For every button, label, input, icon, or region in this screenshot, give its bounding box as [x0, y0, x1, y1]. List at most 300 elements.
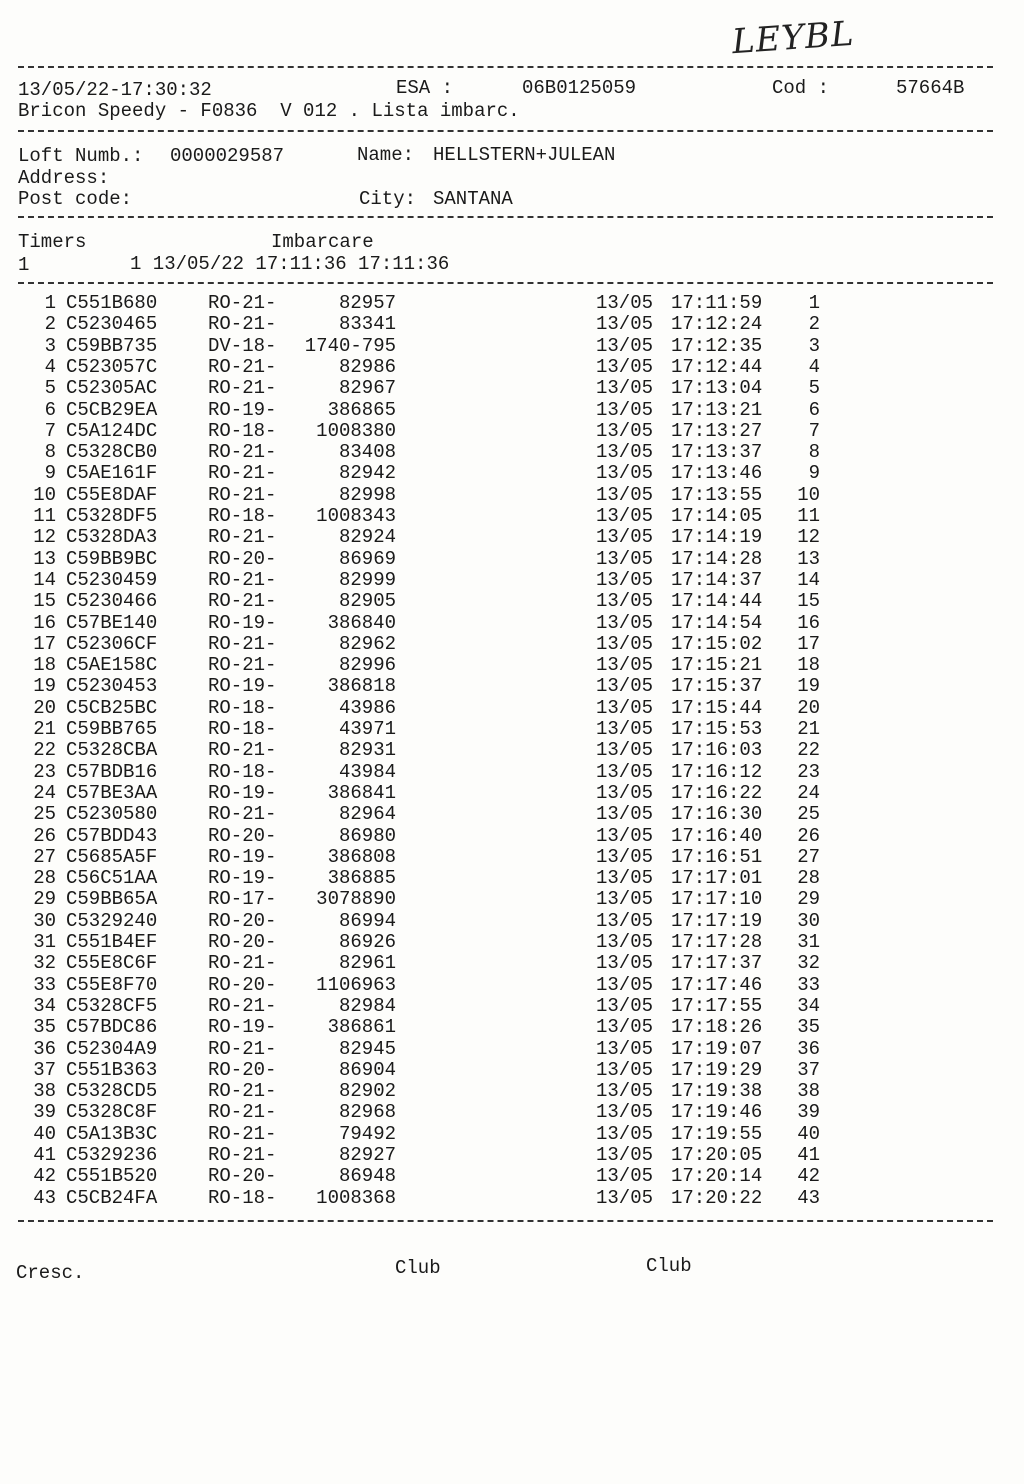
entry-index: 12 [33, 526, 56, 549]
entry-chip-id: C57BDD43 [66, 824, 158, 847]
esa-value: 06B0125059 [522, 77, 637, 99]
entry-chip-id: C5230465 [66, 313, 158, 336]
entry-row [0, 868, 1024, 889]
entry-row [0, 485, 1024, 506]
entry-ring-prefix: RO-19- [208, 675, 277, 698]
entry-time: 17:19:46 [671, 1101, 763, 1124]
name-value: HELLSTERN+JULEAN [433, 144, 616, 166]
entry-row [0, 698, 1024, 719]
entry-row [0, 953, 1024, 974]
entry-row [0, 527, 1024, 548]
entry-chip-id: C551B680 [66, 292, 158, 314]
entry-row [0, 293, 1024, 314]
entry-chip-id: C523057C [66, 355, 158, 378]
entry-ring-prefix: RO-21- [208, 377, 277, 400]
entry-date: 13/05 [596, 1165, 654, 1188]
entry-chip-id: C551B4EF [66, 931, 158, 953]
entry-date: 13/05 [596, 909, 654, 932]
entry-row [0, 1188, 1024, 1209]
club-label-2: Club [646, 1255, 692, 1277]
entry-index: 36 [33, 1037, 56, 1060]
entry-position: 15 [797, 590, 820, 613]
entry-chip-id: C55E8DAF [66, 483, 158, 506]
entry-ring-prefix: RO-21- [208, 355, 277, 378]
entry-index: 29 [33, 888, 56, 911]
entry-position: 4 [808, 355, 820, 378]
entry-ring-prefix: RO-20- [208, 931, 277, 953]
entry-ring-prefix: RO-21- [208, 590, 277, 613]
entry-date: 13/05 [596, 1058, 654, 1081]
entry-time: 17:13:21 [671, 398, 763, 421]
entry-date: 13/05 [596, 292, 654, 314]
entry-date: 13/05 [596, 334, 654, 357]
entry-ring-prefix: RO-20- [208, 909, 277, 932]
entry-row [0, 613, 1024, 634]
entry-index: 28 [33, 867, 56, 890]
entry-position: 21 [797, 718, 820, 740]
entry-ring-prefix: RO-18- [208, 1186, 277, 1209]
entry-chip-id: C5328CF5 [66, 994, 158, 1017]
entry-date: 13/05 [596, 1101, 654, 1124]
entry-row [0, 783, 1024, 804]
entry-index: 31 [33, 931, 56, 953]
entry-position: 37 [797, 1058, 820, 1081]
imbarcare-label: Imbarcare [271, 231, 374, 253]
entry-chip-id: C5685A5F [66, 845, 158, 868]
entry-chip-id: C5AE161F [66, 462, 158, 485]
entry-date: 13/05 [596, 994, 654, 1017]
entry-ring-number: 1008343 [316, 505, 396, 527]
entry-index: 42 [33, 1165, 56, 1188]
entry-row [0, 591, 1024, 612]
entry-row [0, 889, 1024, 910]
entry-time: 17:17:01 [671, 867, 763, 890]
entry-ring-prefix: RO-21- [208, 803, 277, 826]
cod-label: Cod : [772, 77, 830, 99]
entry-date: 13/05 [596, 867, 654, 890]
entry-index: 5 [44, 377, 56, 400]
entry-ring-prefix: RO-21- [208, 292, 277, 314]
entry-chip-id: C59BB9BC [66, 547, 158, 570]
entry-position: 7 [808, 419, 820, 442]
entry-time: 17:16:30 [671, 803, 763, 826]
entry-date: 13/05 [596, 547, 654, 570]
entry-row [0, 442, 1024, 463]
entry-ring-prefix: RO-21- [208, 568, 277, 591]
entry-time: 17:20:22 [671, 1186, 763, 1209]
entry-chip-id: C5230580 [66, 803, 158, 826]
entry-ring-number: 82927 [338, 1144, 396, 1166]
entry-ring-prefix: RO-21- [208, 483, 277, 506]
entry-ring-number: 86980 [338, 824, 396, 847]
entry-time: 17:17:28 [671, 931, 763, 953]
entry-ring-number: 1008380 [316, 419, 396, 442]
entry-chip-id: C55E8C6F [66, 952, 158, 975]
entry-chip-id: C5328CBA [66, 739, 158, 762]
entry-chip-id: C5329236 [66, 1144, 158, 1166]
entry-ring-prefix: RO-21- [208, 1122, 277, 1145]
entry-position: 22 [797, 739, 820, 762]
entry-index: 20 [33, 696, 56, 719]
entry-ring-number: 386841 [327, 781, 396, 804]
entry-position: 26 [797, 824, 820, 847]
entry-index: 8 [44, 441, 56, 464]
entry-date: 13/05 [596, 611, 654, 634]
entry-index: 1 [44, 292, 56, 314]
entry-chip-id: C5328C8F [66, 1101, 158, 1124]
entry-index: 4 [44, 355, 56, 378]
entry-row [0, 1145, 1024, 1166]
entry-ring-prefix: RO-17- [208, 888, 277, 911]
cod-value: 57664B [896, 77, 965, 99]
entry-ring-number: 82931 [338, 739, 396, 762]
entry-index: 35 [33, 1016, 56, 1039]
entry-index: 41 [33, 1144, 56, 1166]
entry-time: 17:14:44 [671, 590, 763, 613]
entry-index: 7 [44, 419, 56, 442]
entry-index: 39 [33, 1101, 56, 1124]
entry-chip-id: C59BB765 [66, 718, 158, 740]
entry-time: 17:13:55 [671, 483, 763, 506]
entry-index: 25 [33, 803, 56, 826]
entry-chip-id: C5329240 [66, 909, 158, 932]
entry-index: 24 [33, 781, 56, 804]
entry-ring-prefix: RO-21- [208, 1101, 277, 1124]
entry-row [0, 336, 1024, 357]
entry-ring-number: 386861 [327, 1016, 396, 1039]
entry-index: 19 [33, 675, 56, 698]
entry-row [0, 400, 1024, 421]
entry-time: 17:11:59 [671, 292, 763, 314]
entry-position: 43 [797, 1186, 820, 1209]
entry-time: 17:14:28 [671, 547, 763, 570]
entry-chip-id: C52304A9 [66, 1037, 158, 1060]
entry-chip-id: C5CB25BC [66, 696, 158, 719]
entry-position: 14 [797, 568, 820, 591]
entry-ring-prefix: RO-18- [208, 696, 277, 719]
entry-time: 17:20:05 [671, 1144, 763, 1166]
entry-ring-prefix: RO-21- [208, 441, 277, 464]
timer-value: 1 13/05/22 17:11:36 17:11:36 [130, 253, 450, 275]
entry-ring-number: 386840 [327, 611, 396, 634]
entry-position: 10 [797, 483, 820, 506]
entry-ring-number: 86948 [338, 1165, 396, 1188]
entry-index: 11 [33, 505, 56, 527]
entry-ring-prefix: RO-21- [208, 994, 277, 1017]
entry-time: 17:17:37 [671, 952, 763, 975]
entry-time: 17:19:29 [671, 1058, 763, 1081]
entry-date: 13/05 [596, 824, 654, 847]
entry-chip-id: C5AE158C [66, 654, 158, 677]
entry-index: 13 [33, 547, 56, 570]
entry-date: 13/05 [596, 398, 654, 421]
entry-time: 17:16:51 [671, 845, 763, 868]
entry-ring-number: 82967 [338, 377, 396, 400]
entry-chip-id: C5A124DC [66, 419, 158, 442]
entry-date: 13/05 [596, 483, 654, 506]
entry-time: 17:19:07 [671, 1037, 763, 1060]
entry-chip-id: C52305AC [66, 377, 158, 400]
entry-date: 13/05 [596, 931, 654, 953]
entry-chip-id: C59BB65A [66, 888, 158, 911]
entry-time: 17:12:35 [671, 334, 763, 357]
loft-number-label: Loft Numb.: [18, 145, 144, 167]
entry-time: 17:19:55 [671, 1122, 763, 1145]
entry-ring-number: 3078890 [316, 888, 396, 911]
entry-position: 30 [797, 909, 820, 932]
entry-date: 13/05 [596, 505, 654, 527]
city-label: City: [359, 188, 417, 210]
entry-chip-id: C5CB24FA [66, 1186, 158, 1209]
entry-chip-id: C57BE140 [66, 611, 158, 634]
entry-date: 13/05 [596, 952, 654, 975]
divider [18, 216, 993, 218]
entry-position: 39 [797, 1101, 820, 1124]
entry-date: 13/05 [596, 313, 654, 336]
entry-time: 17:15:02 [671, 632, 763, 655]
entry-ring-prefix: RO-20- [208, 547, 277, 570]
entry-index: 16 [33, 611, 56, 634]
entry-ring-number: 82964 [338, 803, 396, 826]
entry-date: 13/05 [596, 526, 654, 549]
entry-chip-id: C55E8F70 [66, 973, 158, 996]
entry-row [0, 549, 1024, 570]
entry-index: 18 [33, 654, 56, 677]
entry-date: 13/05 [596, 739, 654, 762]
entry-date: 13/05 [596, 654, 654, 677]
entry-ring-prefix: RO-20- [208, 973, 277, 996]
entry-date: 13/05 [596, 760, 654, 783]
entry-ring-prefix: RO-21- [208, 1080, 277, 1103]
entry-index: 3 [44, 334, 56, 357]
entry-time: 17:16:22 [671, 781, 763, 804]
entry-row [0, 463, 1024, 484]
entry-position: 2 [808, 313, 820, 336]
entry-row [0, 826, 1024, 847]
entry-date: 13/05 [596, 718, 654, 740]
entry-position: 34 [797, 994, 820, 1017]
entry-index: 21 [33, 718, 56, 740]
entry-index: 17 [33, 632, 56, 655]
entry-chip-id: C5328CD5 [66, 1080, 158, 1103]
entry-position: 40 [797, 1122, 820, 1145]
entry-date: 13/05 [596, 1037, 654, 1060]
entry-time: 17:17:55 [671, 994, 763, 1017]
entry-index: 38 [33, 1080, 56, 1103]
entry-index: 23 [33, 760, 56, 783]
entry-chip-id: C5A13B3C [66, 1122, 158, 1145]
entry-time: 17:16:40 [671, 824, 763, 847]
entry-ring-prefix: RO-21- [208, 1037, 277, 1060]
entry-date: 13/05 [596, 377, 654, 400]
entry-row [0, 1017, 1024, 1038]
entry-ring-number: 82961 [338, 952, 396, 975]
entry-chip-id: C5CB29EA [66, 398, 158, 421]
entry-ring-number: 83341 [338, 313, 396, 336]
entry-date: 13/05 [596, 1080, 654, 1103]
entry-chip-id: C551B520 [66, 1165, 158, 1188]
entry-row [0, 847, 1024, 868]
entry-ring-prefix: RO-21- [208, 1144, 277, 1166]
entry-ring-number: 82968 [338, 1101, 396, 1124]
entry-ring-number: 83408 [338, 441, 396, 464]
entry-row [0, 421, 1024, 442]
entry-ring-prefix: RO-21- [208, 313, 277, 336]
entry-chip-id: C5230466 [66, 590, 158, 613]
entry-ring-number: 86904 [338, 1058, 396, 1081]
entry-ring-number: 82902 [338, 1080, 396, 1103]
address-label: Address: [18, 167, 110, 189]
entry-date: 13/05 [596, 696, 654, 719]
entry-ring-number: 82984 [338, 994, 396, 1017]
entry-time: 17:18:26 [671, 1016, 763, 1039]
entry-date: 13/05 [596, 803, 654, 826]
entry-ring-number: 1106963 [316, 973, 396, 996]
entry-date: 13/05 [596, 1144, 654, 1166]
entry-position: 33 [797, 973, 820, 996]
entry-ring-prefix: RO-21- [208, 952, 277, 975]
entry-chip-id: C5328DA3 [66, 526, 158, 549]
handwritten-signature: LEYBL [730, 13, 856, 63]
entry-time: 17:19:38 [671, 1080, 763, 1103]
entry-index: 43 [33, 1186, 56, 1209]
entry-index: 2 [44, 313, 56, 336]
entry-position: 24 [797, 781, 820, 804]
entry-time: 17:14:54 [671, 611, 763, 634]
entry-date: 13/05 [596, 632, 654, 655]
entry-chip-id: C5328DF5 [66, 505, 158, 527]
entry-position: 31 [797, 931, 820, 953]
entry-date: 13/05 [596, 845, 654, 868]
entry-ring-prefix: RO-18- [208, 718, 277, 740]
entry-ring-number: 82962 [338, 632, 396, 655]
entry-ring-prefix: RO-19- [208, 781, 277, 804]
timer-index: 1 [18, 254, 30, 276]
entry-date: 13/05 [596, 355, 654, 378]
entry-ring-prefix: RO-20- [208, 1058, 277, 1081]
divider [18, 282, 993, 284]
cresc-label: Cresc. [16, 1262, 85, 1284]
entry-ring-prefix: RO-18- [208, 760, 277, 783]
entry-row [0, 314, 1024, 335]
entry-date: 13/05 [596, 590, 654, 613]
entry-ring-prefix: RO-19- [208, 1016, 277, 1039]
entry-ring-number: 82998 [338, 483, 396, 506]
entry-ring-prefix: RO-21- [208, 739, 277, 762]
entry-ring-number: 82999 [338, 568, 396, 591]
entry-index: 40 [33, 1122, 56, 1145]
entry-chip-id: C5230459 [66, 568, 158, 591]
entry-ring-prefix: RO-20- [208, 824, 277, 847]
entry-ring-number: 386808 [327, 845, 396, 868]
entry-ring-prefix: RO-18- [208, 505, 277, 527]
entry-position: 5 [808, 377, 820, 400]
entry-index: 22 [33, 739, 56, 762]
entry-position: 8 [808, 441, 820, 464]
entry-index: 34 [33, 994, 56, 1017]
esa-label: ESA : [396, 77, 454, 99]
entry-row [0, 655, 1024, 676]
entry-time: 17:15:53 [671, 718, 763, 740]
entry-chip-id: C5328CB0 [66, 441, 158, 464]
entry-time: 17:15:21 [671, 654, 763, 677]
entry-row [0, 719, 1024, 740]
entry-time: 17:12:44 [671, 355, 763, 378]
entry-ring-prefix: RO-21- [208, 526, 277, 549]
entry-date: 13/05 [596, 675, 654, 698]
entry-ring-number: 82996 [338, 654, 396, 677]
entry-time: 17:13:46 [671, 462, 763, 485]
divider [18, 130, 993, 132]
entry-ring-prefix: RO-19- [208, 611, 277, 634]
divider [18, 1220, 993, 1222]
entry-row [0, 804, 1024, 825]
entry-index: 10 [33, 483, 56, 506]
entry-ring-number: 386865 [327, 398, 396, 421]
entry-ring-prefix: RO-19- [208, 867, 277, 890]
entry-position: 38 [797, 1080, 820, 1103]
entry-ring-number: 79492 [338, 1122, 396, 1145]
entry-ring-number: 86994 [338, 909, 396, 932]
entry-time: 17:16:03 [671, 739, 763, 762]
entry-index: 30 [33, 909, 56, 932]
entry-chip-id: C551B363 [66, 1058, 158, 1081]
entry-row [0, 1124, 1024, 1145]
entry-ring-prefix: RO-19- [208, 845, 277, 868]
report-datetime: 13/05/22-17:30:32 [18, 79, 212, 101]
entry-row [0, 570, 1024, 591]
entry-time: 17:17:10 [671, 888, 763, 911]
entry-date: 13/05 [596, 568, 654, 591]
entry-date: 13/05 [596, 441, 654, 464]
entry-time: 17:16:12 [671, 760, 763, 783]
entry-position: 13 [797, 547, 820, 570]
entry-date: 13/05 [596, 462, 654, 485]
entry-row [0, 378, 1024, 399]
entry-ring-number: 1740-795 [304, 334, 396, 357]
entry-date: 13/05 [596, 419, 654, 442]
entry-date: 13/05 [596, 888, 654, 911]
entry-time: 17:13:27 [671, 419, 763, 442]
entry-time: 17:12:24 [671, 313, 763, 336]
entry-ring-number: 86926 [338, 931, 396, 953]
entry-index: 33 [33, 973, 56, 996]
entry-ring-prefix: RO-20- [208, 1165, 277, 1188]
entry-position: 36 [797, 1037, 820, 1060]
entry-ring-number: 82924 [338, 526, 396, 549]
entry-date: 13/05 [596, 1186, 654, 1209]
entry-position: 23 [797, 760, 820, 783]
entry-row [0, 996, 1024, 1017]
entry-row [0, 932, 1024, 953]
entry-ring-number: 82957 [338, 292, 396, 314]
entry-position: 16 [797, 611, 820, 634]
divider [18, 66, 993, 68]
entry-time: 17:13:04 [671, 377, 763, 400]
entry-date: 13/05 [596, 781, 654, 804]
name-label: Name: [357, 144, 415, 166]
entry-ring-number: 82905 [338, 590, 396, 613]
entry-position: 9 [808, 462, 820, 485]
entry-date: 13/05 [596, 1122, 654, 1145]
entry-time: 17:15:37 [671, 675, 763, 698]
entry-ring-prefix: RO-19- [208, 398, 277, 421]
entry-ring-number: 82942 [338, 462, 396, 485]
timers-label: Timers [18, 231, 87, 253]
entry-chip-id: C57BDC86 [66, 1016, 158, 1039]
entry-position: 18 [797, 654, 820, 677]
entry-row [0, 1102, 1024, 1123]
